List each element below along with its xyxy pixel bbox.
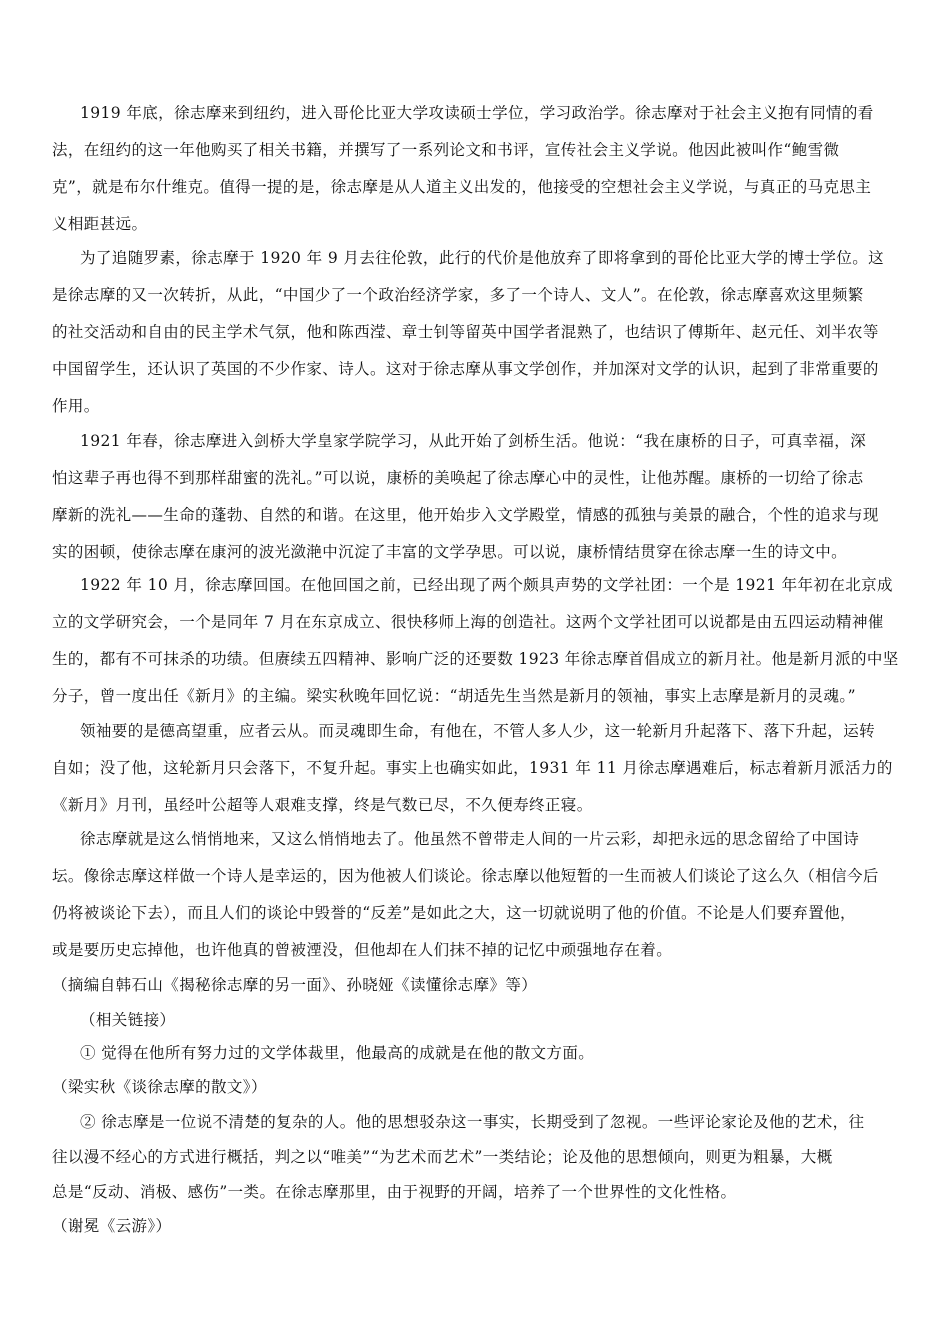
related-item-2-line-3: 总是“反动、消极、感伤”一类。在徐志摩那里，由于视野的开阔，培养了一个世界性的文化性格。 xyxy=(52,1183,737,1201)
paragraph-2-line-3: 的社交活动和自由的民主学术气氛，他和陈西滢、章士钊等留英中国学者混熟了，也结识了傅斯年、赵元任、刘半农等 xyxy=(52,323,879,341)
paragraph-1-line-1: 1919 年底，徐志摩来到纽约，进入哥伦比亚大学攻读硕士学位，学习政治学。徐志摩对于社会主义抱有同情的看 xyxy=(80,104,874,122)
related-item-1-citation: （梁实秋《谈徐志摩的散文》） xyxy=(52,1078,267,1096)
paragraph-3-line-2: 怕这辈子再也得不到那样甜蜜的洗礼。”可以说，康桥的美唤起了徐志摩心中的灵性，让他苏醒。康桥的一切给了徐志 xyxy=(52,469,864,487)
paragraph-2-line-2: 是徐志摩的又一次转折，从此，“中国少了一个政治经济学家，多了一个诗人、文人”。在伦敦，徐志摩喜欢这里频繁 xyxy=(52,286,864,304)
paragraph-5-line-1: 领袖要的是德高望重，应者云从。而灵魂即生命，有他在，不管人多人少，这一轮新月升起落下、落下升起，运转 xyxy=(80,722,876,740)
related-item-2-line-2: 往以漫不经心的方式进行概括，判之以“唯美”“为艺术而艺术”一类结论；论及他的思想倾向，则更为粗暴，大概 xyxy=(52,1148,833,1166)
paragraph-3-line-1: 1921 年春，徐志摩进入剑桥大学皇家学院学习，从此开始了剑桥生活。他说：“我在康桥的日子，可真幸福，深 xyxy=(80,432,867,450)
paragraph-6-line-3: 仍将被谈论下去），而且人们的谈论中毁誉的“反差”是如此之大，这一切就说明了他的价值。不论是人们要弃置他， xyxy=(52,904,856,922)
paragraph-6-line-4: 或是要历史忘掉他，也许他真的曾被湮没，但他却在人们抹不掉的记忆中顽强地存在着。 xyxy=(52,941,673,959)
paragraph-2-line-1: 为了追随罗素，徐志摩于 1920 年 9 月去往伦敦，此行的代价是他放弃了即将拿到的哥伦比亚大学的博士学位。这 xyxy=(80,249,885,267)
paragraph-3-line-3: 摩新的洗礼——生命的蓬勃、自然的和谐。在这里，他开始步入文学殿堂，情感的孤独与美景的融合，个性的追求与现 xyxy=(52,506,879,524)
paragraph-4-line-3: 生的，都有不可抹杀的功绩。但赓续五四精神、影响广泛的还要数 1923 年徐志摩首倡成立的新月社。他是新月派的中坚 xyxy=(52,650,899,668)
paragraph-2-line-5: 作用。 xyxy=(52,397,100,415)
related-item-1-line-1: ① 觉得在他所有努力过的文学体裁里，他最高的成就是在他的散文方面。 xyxy=(80,1044,595,1062)
paragraph-4-line-1: 1922 年 10 月，徐志摩回国。在他回国之前，已经出现了两个颇具声势的文学社团：一个是 1921 年年初在北京成 xyxy=(80,576,893,594)
related-item-2-citation: （谢冕《云游》） xyxy=(52,1217,172,1235)
related-heading: （相关链接） xyxy=(80,1011,176,1029)
paragraph-6-line-2: 坛。像徐志摩这样做一个诗人是幸运的，因为他被人们谈论。徐志摩以他短暂的一生而被人们谈论了这么久（相信今后 xyxy=(52,867,879,885)
source-note: （摘编自韩石山《揭秘徐志摩的另一面》、孙晓娅《读懂徐志摩》等） xyxy=(52,976,538,994)
paragraph-1-line-2: 法，在纽约的这一年他购买了相关书籍，并撰写了一系列论文和书评，宣传社会主义学说。他因此被叫作“鲍雪微 xyxy=(52,141,840,159)
paragraph-1-line-3: 克”，就是布尔什维克。值得一提的是，徐志摩是从人道主义出发的，他接受的空想社会主义学说，与真正的马克思主 xyxy=(52,178,872,196)
paragraph-5-line-3: 《新月》月刊，虽经叶公超等人艰难支撑，终是气数已尽，不久便寿终正寝。 xyxy=(52,796,593,814)
paragraph-1-line-4: 义相距甚远。 xyxy=(52,215,148,233)
related-item-2-line-1: ② 徐志摩是一位说不清楚的复杂的人。他的思想驳杂这一事实，长期受到了忽视。一些评论家论及他的艺术，往 xyxy=(80,1113,865,1131)
paragraph-6-line-1: 徐志摩就是这么悄悄地来，又这么悄悄地去了。他虽然不曾带走人间的一片云彩，却把永远的思念留给了中国诗 xyxy=(80,830,860,848)
paragraph-5-line-2: 自如；没了他，这轮新月只会落下，不复升起。事实上也确实如此，1931 年 11 月徐志摩遇难后，标志着新月派活力的 xyxy=(52,759,893,777)
paragraph-4-line-2: 立的文学研究会，一个是同年 7 月在东京成立、很快移师上海的创造社。这两个文学社团可以说都是由五四运动精神催 xyxy=(52,613,884,631)
paragraph-4-line-4: 分子，曾一度出任《新月》的主编。梁实秋晚年回忆说：“胡适先生当然是新月的领袖，事实上志摩是新月的灵魂。” xyxy=(52,687,856,705)
paragraph-2-line-4: 中国留学生，还认识了英国的不少作家、诗人。这对于徐志摩从事文学创作，并加深对文学的认识，起到了非常重要的 xyxy=(52,360,879,378)
paragraph-3-line-4: 实的困顿，使徐志摩在康河的波光潋滟中沉淀了丰富的文学孕思。可以说，康桥情结贯穿在徐志摩一生的诗文中。 xyxy=(52,543,848,561)
